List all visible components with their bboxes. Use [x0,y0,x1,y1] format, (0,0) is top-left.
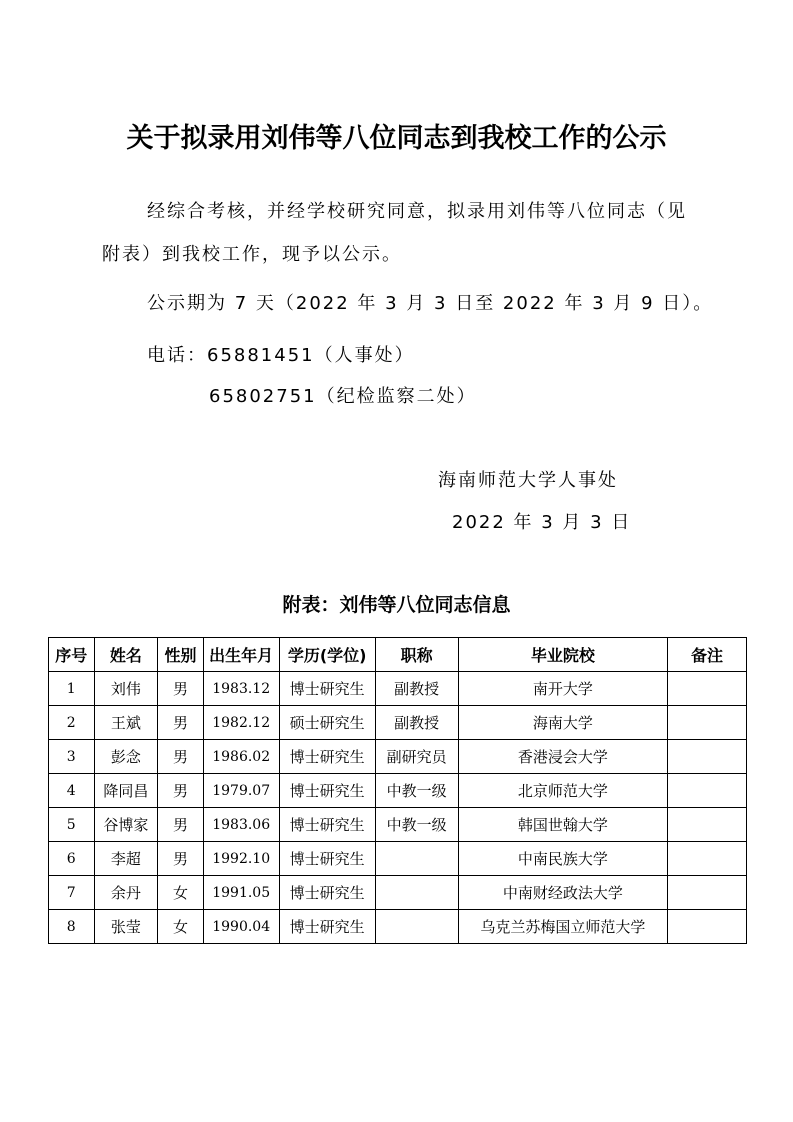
signature-date: 2022 年 3 月 3 日 [452,512,632,533]
table-row [49,672,747,706]
cell-remark [668,706,747,740]
document-title: 关于拟录用刘伟等八位同志到我校工作的公示 [126,123,667,154]
cell-index: 7 [49,876,95,910]
cell-gender: 女 [158,876,204,910]
cell-title: 副研究员 [375,740,458,774]
cell-gender: 男 [158,740,204,774]
table-row [49,808,747,842]
cell-index: 6 [49,842,95,876]
cell-degree: 博士研究生 [279,876,375,910]
cell-name: 彭念 [94,740,158,774]
cell-index: 1 [49,672,95,706]
cell-remark [668,842,747,876]
table-row [49,774,747,808]
cell-title: 副教授 [375,706,458,740]
cell-title: 中教一级 [375,774,458,808]
table-row [49,706,747,740]
signature-organization: 海南师范大学人事处 [438,470,618,491]
cell-gender: 男 [158,774,204,808]
cell-degree: 硕士研究生 [279,706,375,740]
cell-gender: 男 [158,842,204,876]
header-cell: 出生年月 [203,638,279,672]
cell-index: 3 [49,740,95,774]
paragraph-1-line-1: 经综合考核，并经学校研究同意，拟录用刘伟等八位同志（见 [147,201,687,222]
cell-index: 5 [49,808,95,842]
cell-index: 8 [49,910,95,944]
header-cell: 性别 [158,638,204,672]
cell-name: 降同昌 [94,774,158,808]
cell-remark [668,672,747,706]
phone-line-1: 电话：65881451（人事处） [147,345,415,366]
cell-school: 韩国世翰大学 [458,808,667,842]
cell-name: 张莹 [94,910,158,944]
header-cell: 备注 [668,638,747,672]
cell-gender: 男 [158,672,204,706]
cell-birth: 1991.05 [203,876,279,910]
cell-remark [668,740,747,774]
cell-title: 副教授 [375,672,458,706]
cell-index: 4 [49,774,95,808]
header-cell: 职称 [375,638,458,672]
cell-gender: 男 [158,706,204,740]
cell-school: 南开大学 [458,672,667,706]
staff-info-table [48,637,747,944]
table-title: 附表：刘伟等八位同志信息 [282,594,511,616]
cell-name: 刘伟 [94,672,158,706]
cell-title [375,842,458,876]
cell-name: 谷博家 [94,808,158,842]
cell-remark [668,876,747,910]
cell-school: 乌克兰苏梅国立师范大学 [458,910,667,944]
table-row [49,842,747,876]
cell-title [375,910,458,944]
cell-birth: 1986.02 [203,740,279,774]
table-row [49,910,747,944]
cell-birth: 1983.12 [203,672,279,706]
cell-school: 香港浸会大学 [458,740,667,774]
cell-title [375,876,458,910]
cell-index: 2 [49,706,95,740]
cell-school: 中南民族大学 [458,842,667,876]
cell-degree: 博士研究生 [279,774,375,808]
cell-gender: 女 [158,910,204,944]
header-cell: 姓名 [94,638,158,672]
cell-school: 海南大学 [458,706,667,740]
cell-remark [668,808,747,842]
cell-degree: 博士研究生 [279,808,375,842]
cell-name: 王斌 [94,706,158,740]
cell-title: 中教一级 [375,808,458,842]
header-cell: 序号 [49,638,95,672]
cell-gender: 男 [158,808,204,842]
cell-degree: 博士研究生 [279,842,375,876]
phone-line-2: 65802751（纪检监察二处） [209,386,477,407]
cell-birth: 1979.07 [203,774,279,808]
cell-remark [668,774,747,808]
cell-remark [668,910,747,944]
cell-school: 中南财经政法大学 [458,876,667,910]
cell-degree: 博士研究生 [279,910,375,944]
cell-name: 李超 [94,842,158,876]
table-header-row [49,638,747,672]
cell-birth: 1982.12 [203,706,279,740]
table-row [49,740,747,774]
cell-birth: 1983.06 [203,808,279,842]
cell-degree: 博士研究生 [279,672,375,706]
table-row [49,876,747,910]
header-cell: 毕业院校 [458,638,667,672]
cell-school: 北京师范大学 [458,774,667,808]
header-cell: 学历(学位) [279,638,375,672]
publicity-period: 公示期为 7 天（2022 年 3 月 3 日至 2022 年 3 月 9 日）。 [147,293,714,314]
cell-name: 余丹 [94,876,158,910]
paragraph-1-line-2: 附表）到我校工作，现予以公示。 [102,244,402,265]
cell-degree: 博士研究生 [279,740,375,774]
cell-birth: 1990.04 [203,910,279,944]
cell-birth: 1992.10 [203,842,279,876]
